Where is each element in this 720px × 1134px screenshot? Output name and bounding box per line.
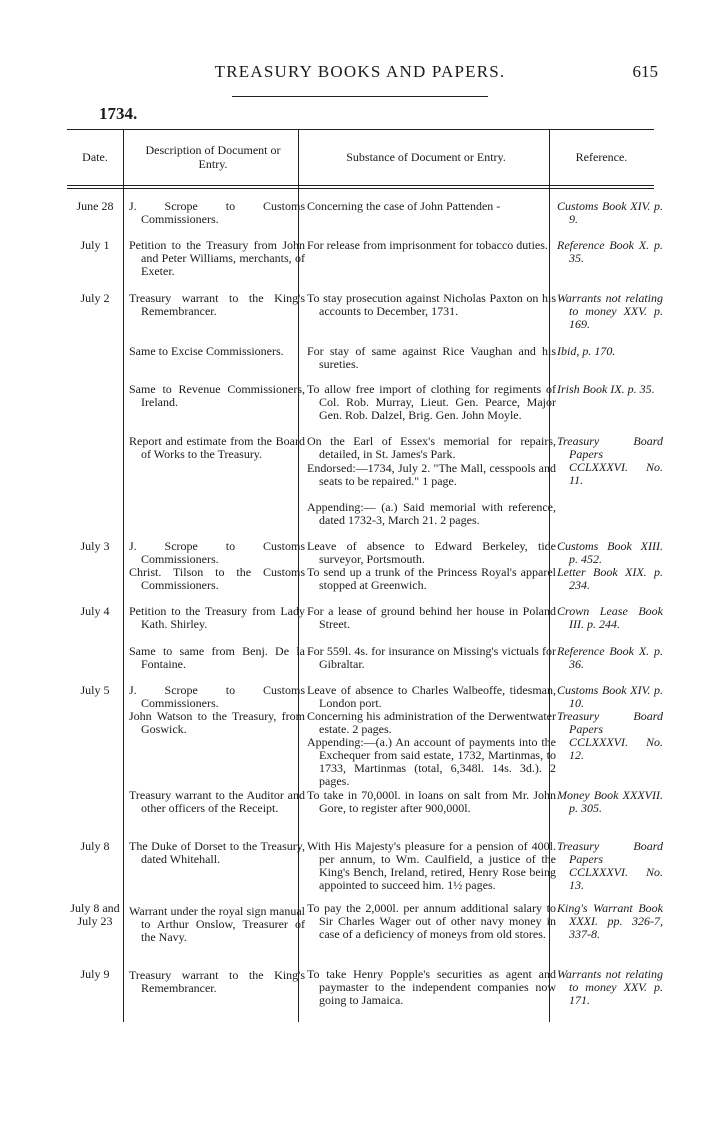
entry-reference: Customs Book XIV. p. 10. [557,683,663,710]
entry-reference: Treasury Board Papers CCLXXXVI. No. 12. [557,709,663,762]
header-rule [232,96,488,97]
entry-reference: Ibid, p. 170. [557,344,616,358]
entry-appendix: Appending:— (a.) Said memorial with reference, dated 1732-3, March 21. 2 pages. [307,500,556,527]
entry-date: July 3 [80,539,110,553]
entry-substance: Concerning his administration of the Derwentwater estate. 2 pages. [307,709,556,736]
entry-date: July 1 [80,238,110,252]
entry-reference: Crown Lease Book III. p. 244. [557,604,663,631]
entry-description: J. Scrope to Customs Commissioners. [129,539,305,566]
entry-reference: Treasury Board Papers CCLXXXVI. No. 11. [557,434,663,487]
entry-description: Christ. Tilson to the Customs Commissioners. [129,565,305,592]
entry-substance: Leave of absence to Charles Walbeoffe, tidesman, London port. [307,683,556,710]
page-header [0,62,720,86]
entry-description: Petition to the Treasury from John and Peter Williams, merchants, of Exeter. [129,238,305,278]
entry-description: Warrant under the royal sign manual to Arthur Onslow, Treasurer of the Navy. [129,904,305,944]
entry-reference: Irish Book IX. p. 35. [557,382,655,396]
entry-description: Treasury warrant to the Auditor and other officers of the Receipt. [129,788,305,815]
column-header-substance: Substance of Document or Entry. [346,150,506,164]
entry-substance: Concerning the case of John Pattenden - [307,199,501,213]
entry-endorsement: Endorsed:—1734, July 2. "The Mall, cesspools and seats to be repaired." 1 page. [307,461,556,488]
entry-substance: To allow free import of clothing for regiments of Col. Rob. Murray, Lieut. Gen. Pearce, Major Gen. Rob. Dalzel, Brig. Gen. John Moyle. [307,382,556,422]
header-bottom-rule [67,185,654,186]
entry-substance: To pay the 2,000l. per annum additional salary to Sir Charles Wager out of other navy money in case of a deficiency of moneys from old stores. [307,901,556,941]
entry-description: Petition to the Treasury from Lady Kath. Shirley. [129,604,305,631]
entry-reference: Money Book XXXVII. p. 305. [557,788,663,815]
entry-substance: For release from imprisonment for tobacco duties. [307,238,548,252]
entry-date: July 2 [80,291,110,305]
entry-substance: To send up a trunk of the Princess Royal's apparel stopped at Greenwich. [307,565,556,592]
entry-description: Treasury warrant to the King's Remembrancer. [129,968,305,995]
running-title: TREASURY BOOKS AND PAPERS. [214,62,506,81]
column-header-reference: Reference. [575,150,628,164]
header-double-rule [67,188,654,189]
entry-date: July 5 [80,683,110,697]
entry-description: J. Scrope to Customs Commissioners. [129,199,305,226]
entry-description: Treasury warrant to the King's Remembrancer. [129,291,305,318]
column-divider [123,129,124,1022]
entry-description: Report and estimate from the Board of Works to the Treasury. [129,434,305,461]
entry-date: June 28 [76,199,114,213]
entry-reference: Reference Book X. p. 36. [557,644,663,671]
entry-description: Same to same from Benj. De la Fontaine. [129,644,305,671]
entry-substance: With His Majesty's pleasure for a pension of 400l. per annum, to Wm. Caulfield, a justice of the King's Bench, Ireland, retired, Henry Rose being appointed to succeed him. 1½ pages. [307,839,556,892]
entry-substance: Leave of absence to Edward Berkeley, tide surveyor, Portsmouth. [307,539,556,566]
entries-table [67,129,663,1024]
year-heading: 1734. [99,104,138,123]
entry-description: Same to Excise Commissioners. [129,344,284,358]
entry-substance: For a lease of ground behind her house in Poland Street. [307,604,556,631]
entry-substance: For 559l. 4s. for insurance on Missing's victuals for Gibraltar. [307,644,556,671]
entry-reference: Warrants not relating to money XXV. p. 171. [557,967,663,1007]
entry-reference: King's Warrant Book XXXI. pp. 326-7, 337-8. [557,901,663,941]
entry-description: John Watson to the Treasury, from Goswick. [129,709,305,736]
column-header-description: Description of Document or Entry. [145,143,281,171]
page-number: 615 [632,62,658,81]
entry-description: The Duke of Dorset to the Treasury, dated Whitehall. [129,839,305,866]
entry-description: J. Scrope to Customs Commissioners. [129,683,305,710]
entry-substance: To take Henry Popple's securities as agent and paymaster to the independent companies now going to Jamaica. [307,967,556,1007]
entry-substance: For stay of same against Rice Vaughan and his sureties. [307,344,556,371]
column-header-date: Date. [82,150,108,164]
entry-reference: Reference Book X. p. 35. [557,238,663,265]
entry-substance: On the Earl of Essex's memorial for repairs, detailed, in St. James's Park. [307,434,556,461]
entry-date: July 8 [80,839,110,853]
entry-substance: To take in 70,000l. in loans on salt from Mr. John Gore, to register after 900,000l. [307,788,556,815]
entry-date: July 4 [80,604,110,618]
entry-date: July 8 and July 23 [70,901,120,928]
entry-date: July 9 [80,967,110,981]
entry-appendix: Appending:—(a.) An account of payments into the Exchequer from said estate, 1732, Martinmas, to 1733, Martinmas (total, 6,348l. 14s. 3d.). 2 pages. [307,735,556,788]
entry-reference: Letter Book XIX. p. 234. [557,565,663,592]
entry-description: Same to Revenue Commissioners, Ireland. [129,382,305,409]
entry-substance: To stay prosecution against Nicholas Paxton on his accounts to December, 1731. [307,291,556,318]
entry-reference: Customs Book XIV. p. 9. [557,199,663,226]
entry-reference: Treasury Board Papers CCLXXXVI. No. 13. [557,839,663,892]
entry-reference: Customs Book XIII. p. 452. [557,539,663,566]
entry-reference: Warrants not relating to money XXV. p. 169. [557,291,663,331]
